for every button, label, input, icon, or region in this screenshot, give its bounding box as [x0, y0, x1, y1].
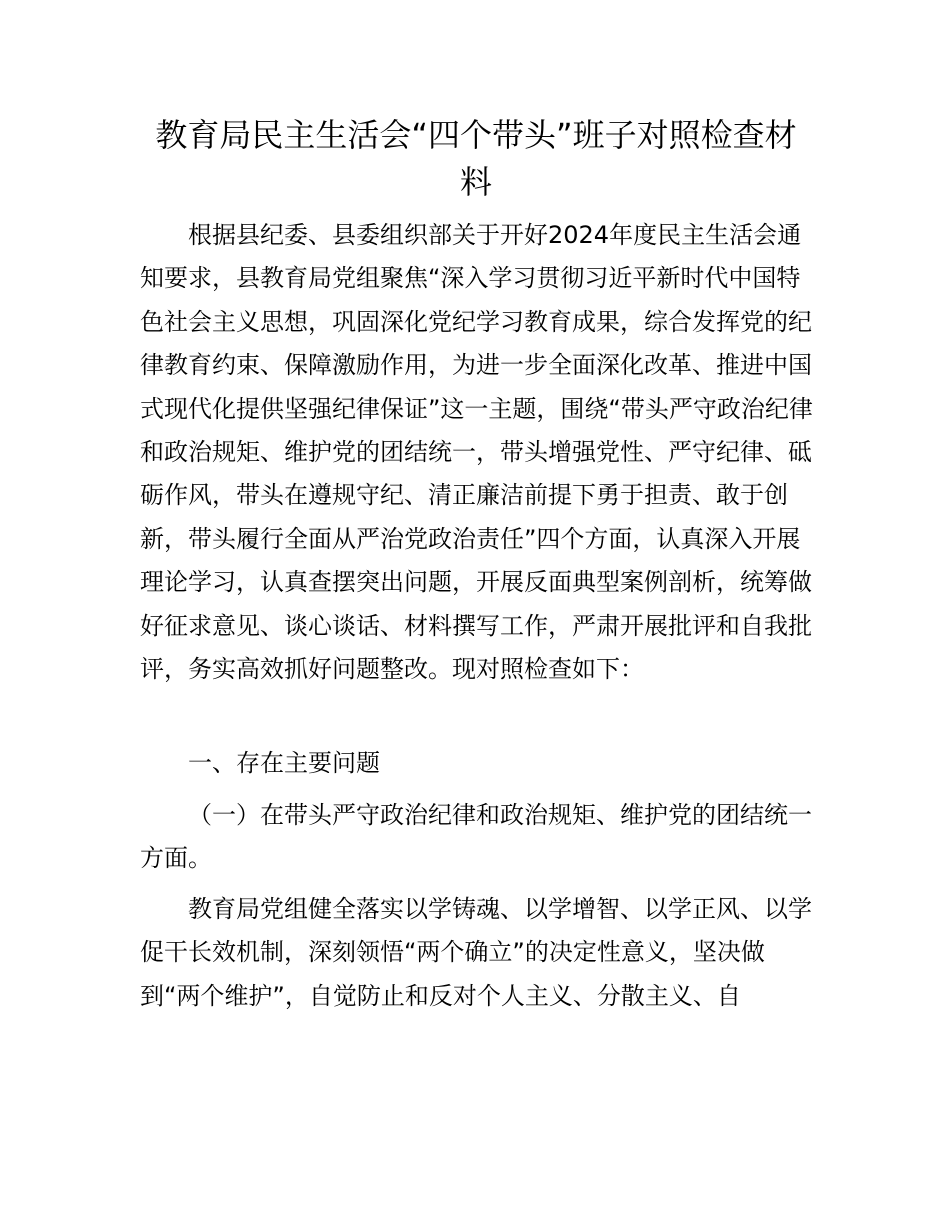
section-heading: 一、存在主要问题	[188, 749, 380, 777]
subsection-heading: （一）在带头严守政治纪律和政治规矩、维护党的团结统一方面。	[140, 801, 812, 873]
document-title: 教育局民主生活会“四个带头”班子对照检查材料	[155, 116, 797, 201]
intro-paragraph: 根据县纪委、县委组织部关于开好2024年度民主生活会通知要求，县教育局党组聚焦“深入学习贯彻习近平新时代中国特色社会主义思想，巩固深化党纪学习教育成果，综合发挥党的纪律教育约束、保障激励作用，为进一步全面深化改革、推进中国式现代化提供坚强纪律保证”这一主题，围绕“带头严守政治纪律和政治规矩、维护党的团结统一，带头增强党性、严守纪律、砥砺作风，带头在遵规守纪、清正廉洁前提下勇于担责、敢于创新，带头履行全面从严治党政治责任”四个方面，认真深入开展理论学习，认真查摆突出问题，开展反面典型案例剖析，统筹做好征求意见、谈心谈话、材料撰写工作，严肃开展批评和自我批评，务实高效抓好问题整改。现对照检查如下：	[140, 221, 813, 684]
body-paragraph: 教育局党组健全落实以学铸魂、以学增智、以学正风、以学促干长效机制，深刻领悟“两个确立”的决定性意义，坚决做到“两个维护”，自觉防止和反对个人主义、分散主义、自	[140, 895, 812, 1010]
